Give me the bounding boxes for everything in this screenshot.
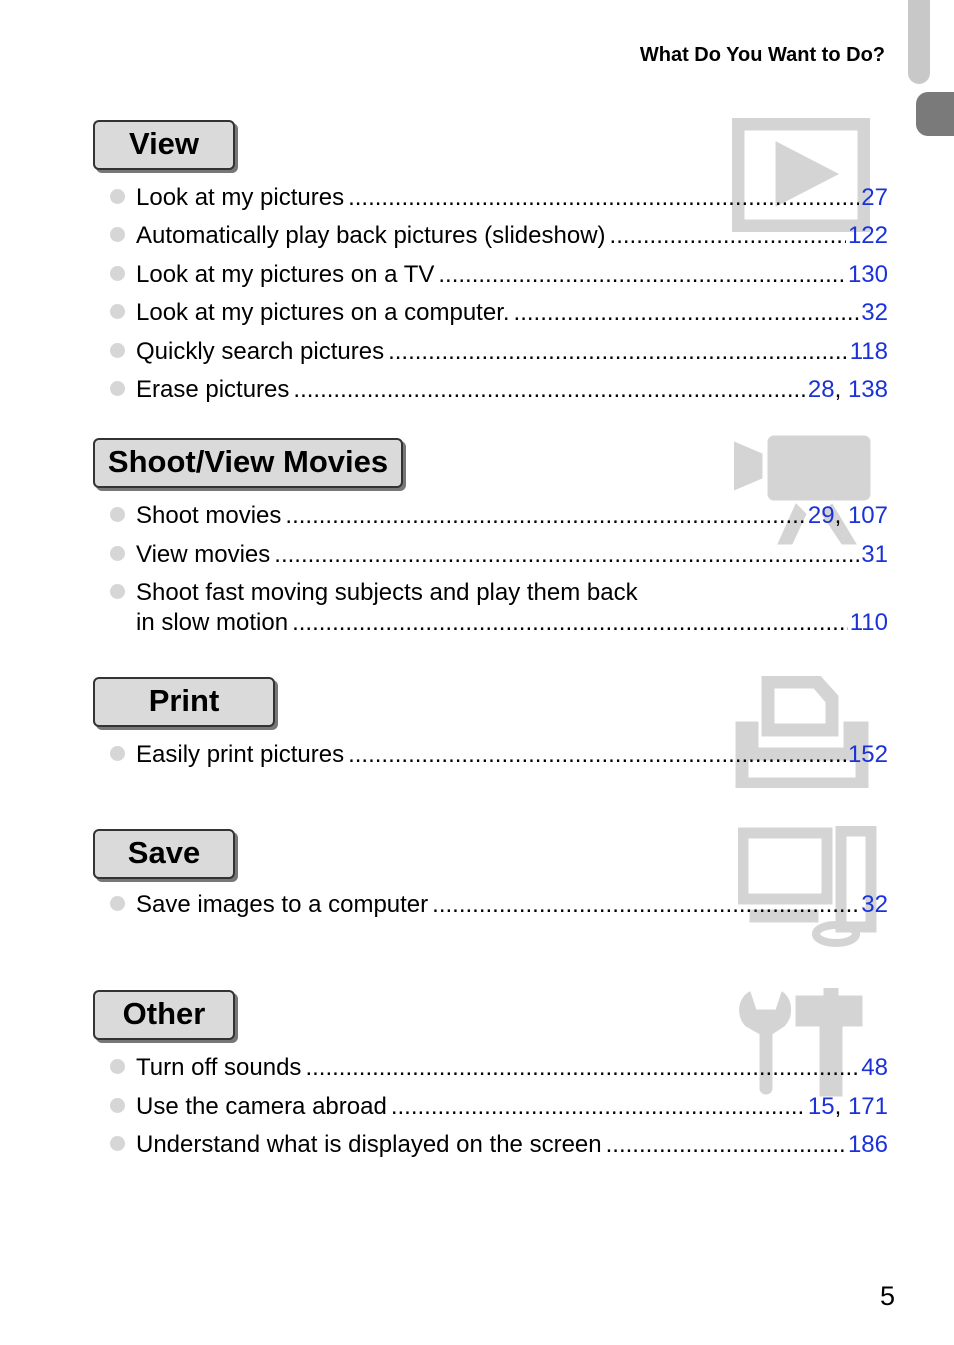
section-title-movies: Shoot/View Movies (93, 438, 403, 488)
bullet-icon (110, 546, 125, 561)
leader-dots (610, 219, 846, 253)
bullet-icon (110, 266, 125, 281)
page-link[interactable]: 32 (861, 891, 888, 918)
bullet-icon (110, 896, 125, 911)
page-link[interactable]: 32 (861, 299, 888, 326)
item-text: Automatically play back pictures (slideshow) (136, 222, 606, 249)
item-text: Understand what is displayed on the screen (136, 1131, 602, 1158)
menu-item: Use the camera abroad ..... 15, 171 (110, 1090, 888, 1124)
menu-item (110, 219, 888, 253)
item-text: Save images to a computer (136, 891, 429, 918)
menu-item (110, 538, 888, 572)
section-title-print: Print (93, 677, 275, 727)
item-text: Erase pictures (136, 376, 290, 403)
bullet-icon (110, 304, 125, 319)
leader-dots (292, 606, 848, 640)
page-link[interactable]: 118 (849, 338, 888, 365)
page-link[interactable]: 31 (861, 541, 888, 568)
leader-dots (514, 296, 860, 330)
running-header: What Do You Want to Do? (639, 44, 885, 66)
bullet-icon (110, 189, 125, 204)
menu-item (110, 258, 888, 292)
section-title-other: Other (93, 990, 235, 1040)
menu-item (110, 1051, 888, 1085)
edge-tab-section-marker (916, 92, 954, 136)
leader-dots (388, 335, 848, 369)
item-text: Shoot fast moving subjects and play them back (136, 579, 638, 606)
leader-dots (293, 373, 806, 407)
bullet-icon (110, 227, 125, 242)
leader-dots (348, 181, 859, 215)
item-text: Easily print pictures (136, 741, 345, 768)
page-link[interactable]: 15 (807, 1093, 835, 1120)
page-link[interactable]: 28 (807, 376, 835, 403)
page-number: 5 (880, 1281, 896, 1311)
item-text: Shoot movies (136, 502, 282, 529)
leader-dots (348, 738, 846, 772)
item-text: Quickly search pictures (136, 338, 385, 365)
menu-item (110, 738, 888, 772)
menu-item: Shoot movies ..... 29, 107 (110, 499, 888, 533)
bullet-icon (110, 746, 125, 761)
leader-dots (285, 499, 806, 533)
leader-dots (432, 888, 859, 922)
leader-dots (438, 258, 846, 292)
bullet-icon (110, 1098, 125, 1113)
menu-item (110, 576, 888, 644)
menu-item (110, 296, 888, 330)
edge-tab-top (908, 0, 930, 84)
page-link[interactable]: 138 (847, 376, 888, 403)
bullet-icon (110, 584, 125, 599)
item-text: Turn off sounds (136, 1054, 302, 1081)
page-link[interactable]: 107 (847, 502, 888, 529)
item-text: Use the camera abroad (136, 1093, 387, 1120)
menu-item (110, 181, 888, 215)
leader-dots (606, 1128, 846, 1162)
page-link[interactable]: 130 (847, 261, 888, 288)
leader-dots (305, 1051, 859, 1085)
page-link[interactable]: 122 (847, 222, 888, 249)
page-link[interactable]: 110 (849, 609, 888, 636)
bullet-icon (110, 343, 125, 358)
page-link[interactable]: 48 (861, 1054, 888, 1081)
menu-item (110, 1128, 888, 1162)
item-text: View movies (136, 541, 271, 568)
page-link[interactable]: 29 (807, 502, 835, 529)
page-link[interactable]: 27 (861, 184, 888, 211)
section-title-save: Save (93, 829, 235, 879)
menu-item (110, 888, 888, 922)
item-text: Look at my pictures (136, 184, 345, 211)
bullet-icon (110, 1059, 125, 1074)
page-link[interactable]: 152 (847, 741, 888, 768)
menu-item (110, 335, 888, 369)
page-link[interactable]: 171 (847, 1093, 888, 1120)
leader-dots (274, 538, 859, 572)
item-text: Look at my pictures on a TV (136, 261, 435, 288)
item-text: Look at my pictures on a computer. (136, 299, 510, 326)
bullet-icon (110, 507, 125, 522)
section-title-view: View (93, 120, 235, 170)
menu-item: Erase pictures ..... 28, 138 (110, 373, 888, 407)
item-text-continued: in slow motion (136, 609, 289, 636)
bullet-icon (110, 381, 125, 396)
leader-dots (391, 1090, 806, 1124)
page-link[interactable]: 186 (847, 1131, 888, 1158)
bullet-icon (110, 1136, 125, 1151)
